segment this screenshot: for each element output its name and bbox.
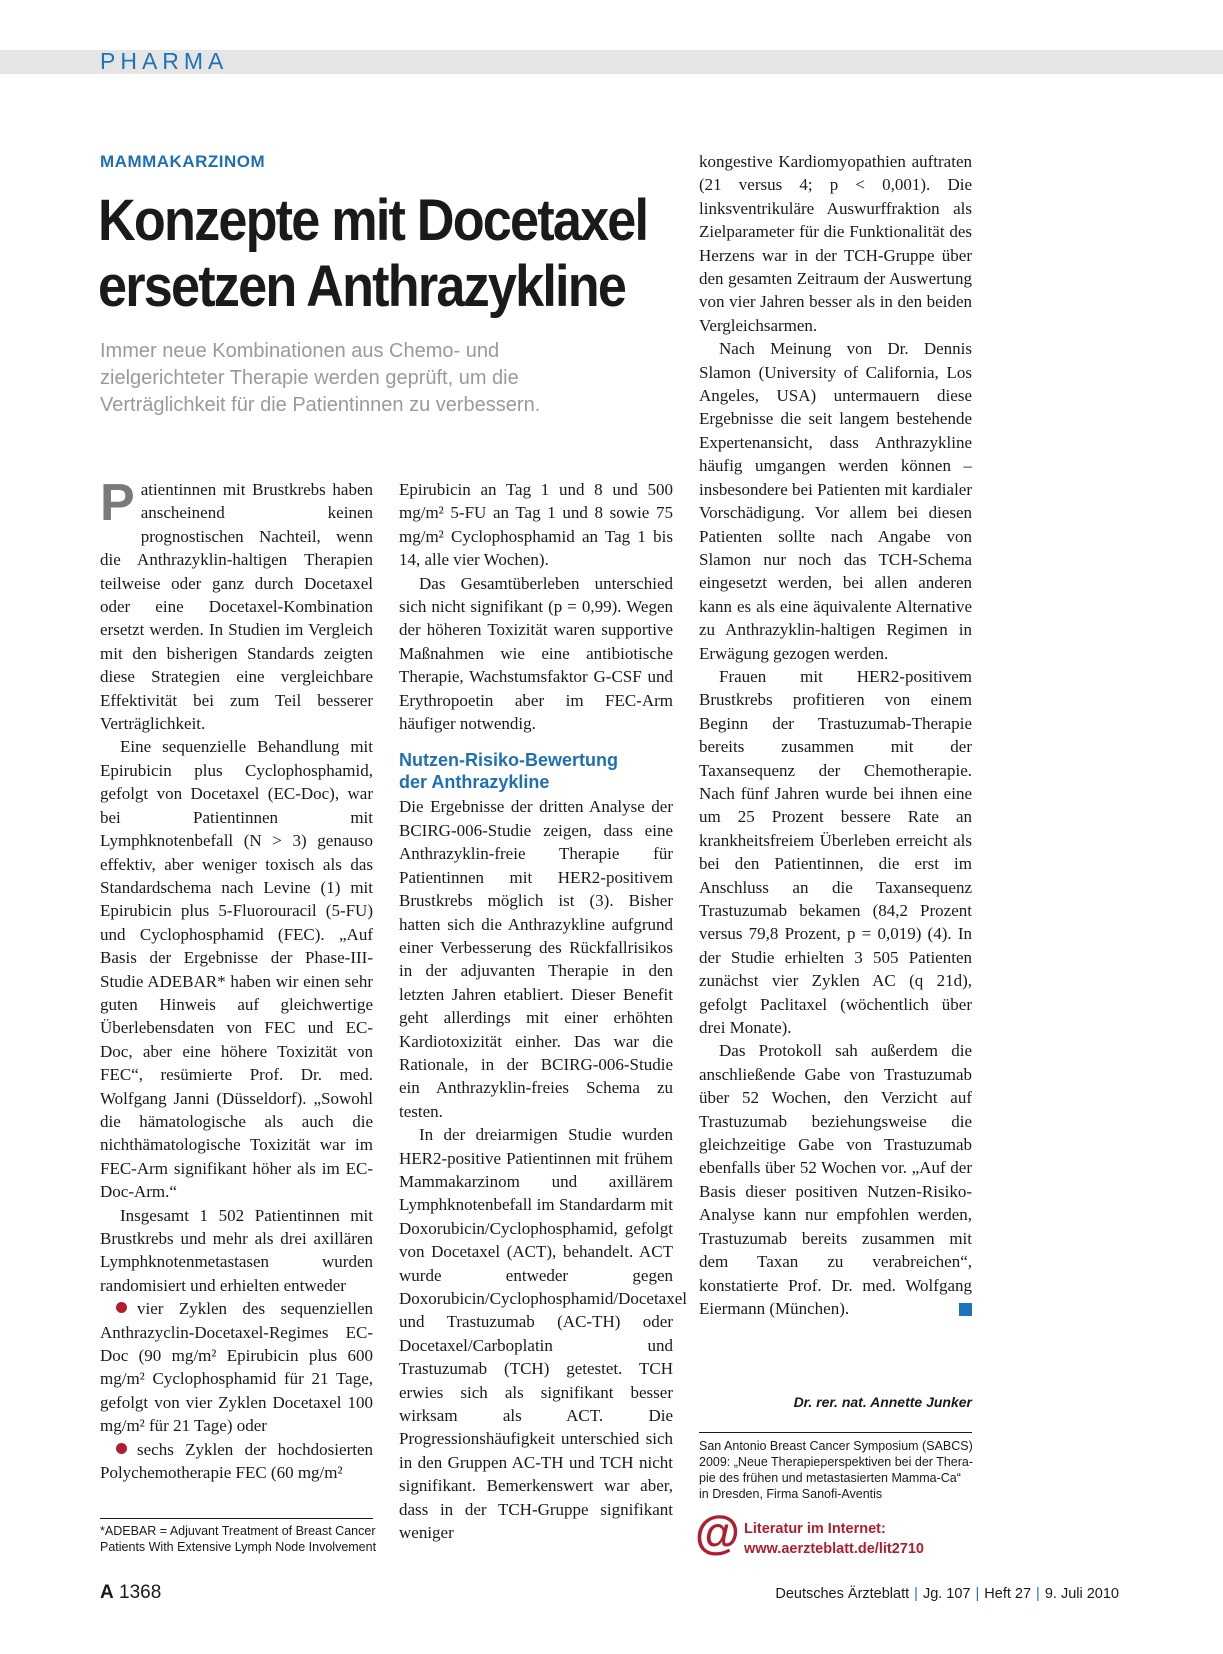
paragraph: Insgesamt 1 502 Patientinnen mit Brustkrebs und mehr als drei axillären Lymphknotenmetastasen wurden randomisiert und erhielten entweder (100, 1205, 373, 1295)
article-headline (98, 188, 648, 320)
source-line: pie des frühen und metastasierten Mamma-Ca“ (699, 1471, 961, 1485)
paragraph (100, 474, 373, 735)
author-byline: Dr. rer. nat. Annette Junker (793, 1394, 972, 1410)
source-divider (699, 1432, 972, 1433)
subheading-line-2: der Anthrazykline (399, 772, 550, 793)
journal-name: Deutsches Ärzteblatt (775, 1586, 910, 1602)
bullet-text: sechs Zyklen der hochdosierten Polychemotherapie FEC (60 mg/m² (100, 1439, 373, 1483)
source-line: in Dresden, Firma Sanofi-Aventis (699, 1487, 883, 1501)
at-icon: @ (695, 1506, 740, 1558)
bullet-item (100, 1438, 373, 1485)
page-number (100, 1582, 161, 1604)
drop-cap: P (100, 474, 135, 532)
paragraph: Frauen mit HER2-positivem Brustkrebs profitieren von einem Beginn der Trastuzumab-Therapie bereits zusammen mit der Taxansequenz der Chemotherapie. Nach fünf Jahren wurde bei ihnen eine um 25 Prozent bessere Rate an krankheitsfreiem Überleben erreicht als bei den Patientinnen, die erst im Anschluss an die Taxansequenz Trastuzumab bekamen (84,2 Prozent versus 79,8 Prozent, p = 0,019) (4). In der Studie erhielten 3 505 Patienten zunächst vier Zyklen AC (q 21d), gefolgt Paclitaxel (wöchentlich über drei Monate). (699, 666, 972, 1038)
footnote (100, 1523, 390, 1555)
footnote-line: *ADEBAR = Adjuvant Treatment of Breast Cancer (100, 1524, 376, 1538)
headline-line-2: ersetzen Anthrazykline (98, 254, 626, 319)
body-column-3 (699, 150, 972, 1320)
paragraph: Epirubicin an Tag 1 und 8 und 500 mg/m² 5-FU an Tag 1 und 8 sowie 75 mg/m² Cyclophosphamid an Tag 1 bis 14, alle vier Wochen). (399, 480, 673, 570)
journal-date: 9. Juli 2010 (1044, 1586, 1119, 1602)
paragraph: kongestive Kardiomyopathien auftraten (21 versus 4; p < 0,001). Die linksventrikuläre Auswurffraktion als Zielparameter für die Funktionalität des Herzens war in der TCH-Gruppe über den gesamten Zeitraum der Auswertung von vier Jahren besser als in den beiden Vergleichsarmen. (699, 152, 972, 335)
end-mark-icon (959, 1303, 972, 1316)
paragraph: Das Gesamtüberleben unterschied sich nicht signifikant (p = 0,99). Wegen der höheren Toxizität waren supportive Maßnahmen wie eine antibiotische Therapie, Wachstumsfaktor G-CSF und Erythropoetin aber im FEC-Arm häufiger notwendig. (399, 573, 673, 734)
paragraph: Eine sequenzielle Behandlung mit Epirubicin plus Cyclophosphamid, gefolgt von Docetaxel (EC-Doc), war bei Patientinnen mit Lymphknotenbefall (N > 3) genauso effektiv, aber weniger toxisch als das Standardschema nach Levine (1) mit Epirubicin plus 5-Fluorouracil (5-FU) und Cyclophosphamid (FEC). „Auf Basis der Ergebnisse der Phase-III-Studie ADEBAR* haben wir einen sehr guten Hinweis auf gleichwertige Überlebensdaten von FEC und EC-Doc, aber eine höhere Toxizität von FEC“, resümierte Prof. Dr. med. Wolfgang Janni (Düsseldorf). „Sowohl die hämatologische als auch die nichthämatologische Toxizität war im FEC-Arm signifikant höher als im EC-Doc-Arm.“ (100, 737, 373, 1202)
source-line: 2009: „Neue Therapieperspektiven bei der Thera- (699, 1455, 974, 1469)
literature-label: Literatur im Internet: (744, 1521, 886, 1537)
paragraph: In der dreiarmigen Studie wurden HER2-positive Patientinnen mit frühem Mammakarzinom und axillärem Lymphknotenbefall im Standardarm mit Doxorubicin/Cyclophosphamid, gefolgt von Docetaxel (ACT), behandelt. ACT wurde entweder gegen Doxorubicin/Cyclophosphamid/Docetaxel und Trastuzumab (AC-TH) oder Docetaxel/Carboplatin und Trastuzumab (TCH) getestet. TCH erwies sich als signifikant besser wirksam als ACT. Die Progressionshäufigkeit unterschied sich in den Gruppen AC-TH und TCH nicht signifikant. Bemerkenswert war aber, dass in der TCH-Gruppe signifikant weniger (399, 1125, 687, 1543)
page-prefix: A (100, 1582, 114, 1603)
source-note (699, 1438, 972, 1502)
footnote-divider (100, 1518, 373, 1519)
journal-volume: Jg. 107 (922, 1586, 971, 1602)
subheading (399, 749, 673, 793)
bullet-text: vier Zyklen des sequenziellen Anthrazyclin-Docetaxel-Regimes EC-Doc (90 mg/m² Epirubicin plus 600 mg/m² Cyclophosphamid für 21 Tage, gefolgt von vier Zyklen Docetaxel 100 mg/m² für 21 Tage) oder (100, 1299, 373, 1436)
paragraph-text: atientinnen mit Brustkrebs haben anscheinend keinen prognostischen Nachteil, wenn die Anthrazyklin-haltigen Therapien teilweise oder ganz durch Docetaxel oder eine Docetaxel-Kombination ersetzt werden. In Studien im Vergleich mit den bisherigen Standards zeigten diese Strategien eine vergleichbare Effektivität bei zum Teil besserer Verträglichkeit. (100, 480, 373, 734)
article-deck (100, 338, 660, 419)
paragraph-text: Das Protokoll sah außerdem die anschließende Gabe von Trastuzumab über 52 Wochen, den Verzicht auf Trastuzumab beziehungsweise die gleichzeitige Gabe von Trastuzumab ebenfalls über 52 Wochen vor. „Auf der Basis dieser positiven Nutzen-Risiko-Analyse kann nur empfohlen werden, Trastuzumab bereits zusammen mit dem Taxan zu verabreichen“, konstatierte Prof. Dr. med. Wolfgang Eiermann (München). (699, 1041, 972, 1318)
headline-line-1: Konzepte mit Docetaxel (98, 188, 648, 253)
paragraph: Nach Meinung von Dr. Dennis Slamon (University of California, Los Angeles, USA) untermauern diese Ergebnisse die seit langem bestehende Expertenansicht, dass Anthrazykline häufig umgangen werden können – insbesondere bei Patienten mit kardialer Vorschädigung. Vor allem bei diesen Patienten sollte nach Angabe von Slamon nur noch das TCH-Schema eingesetzt werden, bei allen anderen kann es als eine äquivalente Alternative zu Anthrazyklin-haltigen Regimen in Erwägung gezogen werden. (699, 339, 972, 663)
bullet-item (100, 1297, 373, 1437)
section-label: PHARMA (100, 48, 229, 74)
deck-line-3: Verträglichkeit für die Patientinnen zu verbessern. (100, 394, 541, 416)
bullet-icon (116, 1443, 127, 1454)
journal-info: Deutsches Ärzteblatt | Jg. 107 | Heft 27 | 9. Juli 2010 (775, 1586, 1119, 1602)
journal-issue: Heft 27 (984, 1586, 1032, 1602)
paragraph: Die Ergebnisse der dritten Analyse der BCIRG-006-Studie zeigen, dass eine Anthrazyklin-freie Therapie für Patientinnen mit HER2-positivem Brustkrebs möglich ist (3). Bisher hatten sich die Anthrazykline aufgrund einer Verbesserung des Rückfallrisikos in der adjuvanten Therapie in den letzten Jahren etabliert. Dieser Benefit geht allerdings mit einer erhöhten Kardiotoxizität einher. Das war die Rationale, in der BCIRG-006-Studie ein Anthrazyklin-freies Schema zu testen. (399, 797, 673, 1121)
bullet-icon (116, 1302, 127, 1313)
body-column-1 (100, 474, 373, 1484)
footnote-line: Patients With Extensive Lymph Node Involvement (100, 1540, 377, 1554)
deck-line-1: Immer neue Kombinationen aus Chemo- und (100, 340, 500, 362)
literature-link[interactable] (744, 1519, 924, 1559)
literature-url[interactable]: www.aerzteblatt.de/lit2710 (744, 1541, 924, 1557)
body-column-2 (399, 478, 687, 1544)
article-kicker: MAMMAKARZINOM (100, 152, 266, 171)
subheading-line-1: Nutzen-Risiko-Bewertung (399, 750, 619, 771)
page-number-value: 1368 (119, 1582, 162, 1603)
source-line: San Antonio Breast Cancer Symposium (SABCS) (699, 1439, 973, 1453)
deck-line-2: zielgerichteter Therapie werden geprüft, um die (100, 367, 519, 389)
paragraph (699, 1039, 972, 1320)
